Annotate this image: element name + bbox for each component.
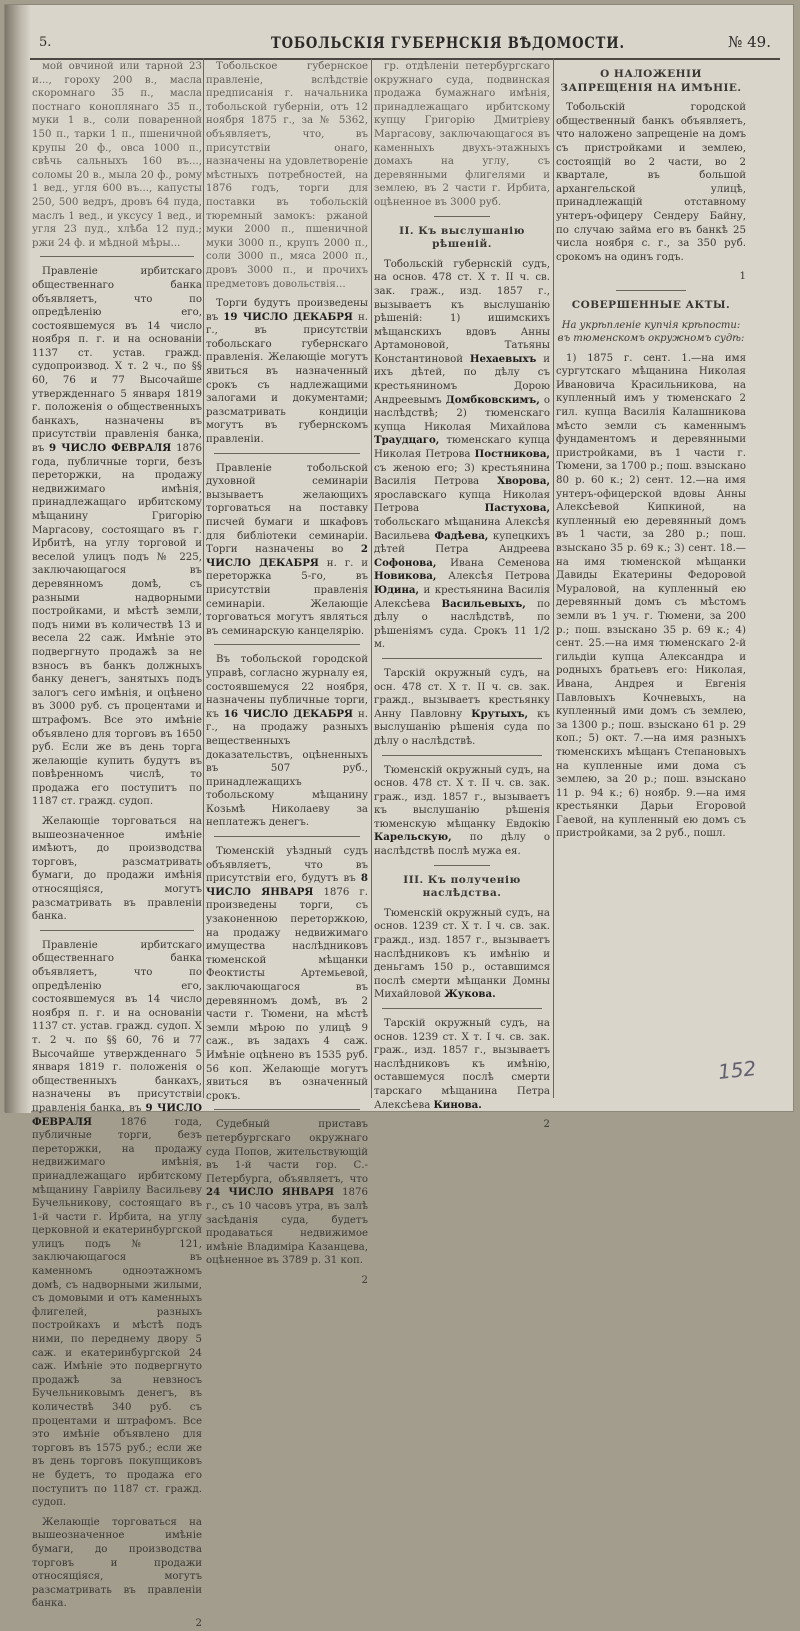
article-separator	[382, 658, 542, 659]
article-text: Желающіе торговаться на вышеозначенное имѣніе бумаги, до производства торговъ и продажи относящіяся, могутъ разсматривать въ правленіи банка.	[32, 1516, 202, 1610]
subsection-heading: На укрѣпленіе купчія крѣпости: въ тюменскомъ окружномъ судѣ:	[557, 319, 745, 345]
archive-page-stamp: 152	[716, 1056, 758, 1084]
page-header	[31, 27, 781, 57]
article-separator	[382, 755, 542, 756]
article-text: Тюменскій окружный судъ, на основ. 1239 ст. X т. I ч. св. зак. гражд., изд. 1857 г., вызываетъ наслѣдниковъ къ имѣнію и деньгамъ 150 р., оставшимся послѣ смерти мѣщанки Домны Михайловой Жукова.	[374, 907, 550, 1001]
article-text: Торги будутъ произведены въ 19 ЧИСЛО ДЕКАБРЯ н. г., въ присутствіи тобольскаго губернскаго правленія. Желающіе могутъ явиться въ назначенный срокъ съ надлежащими залогами и документами; разсматривать кондиціи могутъ въ губернскомъ правленіи.	[206, 298, 368, 446]
person-name: Фадѣева,	[434, 529, 489, 542]
person-name: Крутыхъ,	[471, 707, 529, 720]
article-text: 1) 1875 г. сент. 1.—на имя сургутскаго мѣщанина Николая Ивановича Красильникова, на купленный имъ у тюменскаго 2 гил. купца Василія Калашникова мѣсто земли съ каменнымъ фундаментомъ и деревянными пристройками, въ 1 части г. Тюмени, за 1700 р.; пош. взыскано 80 р. 60 к.; 2) сент. 12.—на имя унтеръ-офицерской вдовы Анны Алексѣевой Кипкиной, на купленный ею деревянный домъ въ 1 части, за 280 р.; пош. взыскано 35 р. 69 к.; 3) сент. 18.—на имя тюменской мѣщанки Давиды Екатерины Федоровой Мураловой, на купленный ею деревянный домъ съ мѣстомъ земли въ 1 уч. г. Тюмени, за 200 р.; пош. взыскано 35 р. 69 к.; 4) сент. 25.—на имя тюменскаго 2-й гильдіи купца Александра и родныхъ братьевъ его: Николая, Ивана, Андрея и Евгенія Павловыхъ Кочневыхъ, на купленный ими домъ съ землею, за 1300 р.; пош. взыскано 61 р. 29 коп.; 5) окт. 7.—на имя разныхъ тюменскихъ мѣщанъ Степановыхъ на купленные ими дома съ землею, за 20 р.; пош. взыскано 11 р. 94 к.; 6) ноябр. 9.—на имя крестьянки Дарьи Егоровой Гаевой, на купленный ею домъ съ пристройками, за 2 руб., пошл.	[556, 352, 746, 840]
article-separator	[214, 644, 360, 645]
section-separator	[434, 865, 490, 866]
article-text: Тарскій окружный судъ, на основ. 1239 ст. X т. I ч. св. зак. граж., изд. 1857 г., вызываетъ наслѣдниковъ къ имѣнію, оставшемуся послѣ смерти тарскаго мѣщанина Петра Алексѣева Кинова.	[374, 1018, 550, 1111]
column-divider	[371, 58, 372, 1098]
person-name: Васильевыхъ,	[441, 597, 526, 610]
article-text: Тобольскій городской общественный банкъ объявляетъ, что наложено запрещеніе на домъ съ пристройками и землею, состоящій во 2 части, во 2 квартале, въ большой архангельской улицѣ, принадлежащій отставному унтеръ-офицеру Сендеру Байну, по случаю займа его въ банкѣ 25 числа ноября с. г., за 350 руб. срокомъ на одинъ годъ.	[556, 102, 746, 263]
section-heading: О НАЛОЖЕНІИ ЗАПРЕЩЕНІЯ НА ИМѢНІЕ.	[560, 68, 742, 94]
auction-date: 16 ЧИСЛО ДЕКАБРЯ	[223, 707, 354, 720]
article-text: Правленіе ирбитскаго общественнаго банка объявляетъ, что по опредѣленію его, состоявшемуся въ 14 число ноября п. г. и на основаніи 1137 ст. устав. гражд. судопроизвод. X т. 2 ч., по §§ 60, 76 и 77 Высочайше утвержденнаго 5 января 1819 г. положенія о общественныхъ банкахъ, назначены въ присутствіи правленія банка, въ 9 ЧИСЛО ФЕВРАЛЯ 1876 года, публичные торги, безъ переторжки, на продажу недвижимаго имѣнія, принадлежащаго ирбитскому мѣщанину Григорію Маргасову, состоящаго въ г. Ирбитѣ, на углу торговой и веселой улицъ подъ № 225, заключающагося въ деревянномъ домѣ, съ разными надворными постройками, и мѣстѣ земли, подъ ними въ количествѣ 13 и весела 22 саж. Имѣніе это подвергнуто продажѣ за не взносъ въ банкъ должныхъ банку денегъ, занятыхъ подъ залогъ сего имѣнія, и оцѣнено въ 3000 руб. съ процентами и штрафомъ. Все это имѣніе объявлено для торговъ въ 1650 руб. Если же въ день торга желающіе купить будутъ въ повѣренномъ числѣ, то продажа его поступитъ по 1187 ст. гражд. судоп.	[32, 266, 202, 808]
person-name: Кинова.	[433, 1098, 482, 1111]
auction-date: 24 ЧИСЛО ЯНВАРЯ	[206, 1186, 334, 1199]
column-4	[556, 60, 746, 1090]
person-name: Жукова.	[444, 988, 496, 1001]
person-name: Хворова,	[497, 475, 550, 488]
article-text: Тобольское губернское правленіе, вслѣдствіе предписанія г. начальника тобольской губерніи, отъ 12 ноября 1875 г., за № 5362, объявляетъ, что, въ присутствіи онаго, назначены на удовлетвореніе мѣстныхъ потребностей, на 1876 годъ, торги для поставки въ тобольскій тюремный замокъ: ржаной муки 2000 п., пшеничной муки 3000 п., крупъ 2000 п., соли 3000 п., мяса 2000 п., дровъ 3000 п., и прочихъ предметовъ довольствія...	[206, 61, 368, 290]
notice-count: 2	[195, 1617, 202, 1629]
person-name: Домбковскимъ,	[445, 393, 540, 406]
column-3	[374, 60, 550, 1131]
person-name: Юдина,	[374, 583, 420, 596]
column-2	[206, 60, 369, 1286]
auction-date: 9 ЧИСЛО ФЕВРАЛЯ	[32, 1101, 202, 1128]
article-separator	[214, 1109, 360, 1110]
article-separator	[382, 1008, 542, 1009]
section-separator	[616, 290, 686, 291]
article-separator	[214, 453, 360, 454]
section-heading: III. Къ полученію наслѣдства.	[403, 873, 521, 900]
person-name: Траудцагo,	[374, 434, 440, 447]
notice-count: 2	[361, 1274, 368, 1286]
person-name: Карельскую,	[374, 831, 452, 844]
article-text: Правленіе тобольской духовной семинаріи вызываетъ желающихъ торговаться на поставку писчей бумаги и шкафовъ для библіотеки семинаріи. Торги назначены во 2 ЧИСЛО ДЕКАБРЯ н. г. и переторжка 5-го, въ присутствіи правленія семинаріи. Желающіе торговаться могутъ являться въ семинарскую канцелярію.	[206, 462, 369, 637]
column-1	[32, 60, 202, 1629]
person-name: Пастухова,	[484, 502, 550, 515]
auction-date: 8 ЧИСЛО ЯНВАРЯ	[206, 872, 368, 898]
column-divider	[553, 58, 554, 1098]
auction-date: 9 ЧИСЛО ФЕВРАЛЯ	[49, 442, 172, 455]
article-text: Въ тобольской городской управѣ, согласно журналу ея, состоявшемуся 22 ноября, назначены публичные торги, къ 16 ЧИСЛО ДЕКАБРЯ н. г., на продажу разныхъ вещественныхъ доказательствъ, оцѣненныхъ въ 507 руб., принадлежащихъ тобольскому мѣщанину Козьмѣ Николаеву за неплатежъ денегъ.	[206, 654, 368, 829]
issue-number: № 49.	[728, 33, 771, 51]
article-text: Тобольскій губернскій судъ, на основ. 478 ст. X т. II ч. св. зак. граж., изд. 1857 г., вызываетъ къ выслушанію рѣшеній: 1) ишимскихъ мѣщанскихъ вдовъ Анны Артамоновой, Татьяны Константиновой Нехаевыхъ и ихъ дѣтей, по дѣлу съ крестьяниномъ Дорою Андреевымъ Домбковскимъ, о наслѣдствѣ; 2) тюменскаго купца Николая Михайлова Траудцагo, тюменскаго купца Николая Петрова Постникова, съ женою его; 3) крестьянина Василія Петрова Хворова, ярославскаго купца Николая Петрова Пастухова, тобольскаго мѣщанина Алексѣя Васильева Фадѣева, купецкихъ дѣтей Петра Андреева Софонова, Ивана Семенова Новикова, Алексѣя Петрова Юдина, и крестьянина Василія Алексѣева Васильевыхъ, по дѣлу о наслѣдствѣ, по рѣшеніямъ суда. Срокъ 11 1/2 м.	[374, 258, 550, 651]
section-separator	[434, 216, 490, 217]
article-text: Тюменскій уѣздный судъ объявляетъ, что въ присутствіи его, будутъ въ 8 ЧИСЛО ЯНВАРЯ 1876 г. произведены торги, съ узаконенною переторжкою, на продажу недвижимаго имущества наслѣдниковъ тюменской мѣщанки Феоктисты Артемьевой, заключающагося въ деревянномъ домѣ, въ 2 части г. Тюмени, на мѣстѣ земли мѣрою по улицѣ 9 саж., въ задахъ 4 саж. Имѣніе оцѣнено въ 1535 руб. 56 коп. Желающіе могутъ явиться въ означенный срокъ.	[206, 846, 368, 1102]
binding-edge	[5, 5, 31, 1113]
article-text: Тарскій окружный судъ, на осн. 478 ст. X т. II ч. св. зак. гражд., вызываетъ крестьянку Анну Павловну Крутыхъ, къ выслушанію рѣшенія суда по дѣлу о наслѣдствѣ.	[374, 667, 550, 747]
article-separator	[40, 930, 194, 931]
person-name: Постникова,	[474, 448, 550, 461]
article-text: гр. отдѣленіи петербургскаго окружнаго суда, подвинская продажа бумажнаго имѣнія, принадлежащаго ирбитскому купцу Григорію Дмитріеву Маргасову, заключающагося въ каменныхъ двухъ-этажныхъ домахъ на углу, съ деревянными флигелями и землею, въ 2 части г. Ирбита, оцѣненное въ 3000 руб.	[374, 61, 550, 208]
person-name: Новикова,	[374, 570, 437, 583]
article-text: Правленіе ирбитскаго общественнаго банка объявляетъ, что по опредѣленію его, состоявшемуся въ 14 число ноября п. г. и на основаніи 1137 ст. устав. гражд. судоп. X т. 2 ч. по §§ 60, 76 и 77 Высочайше утвержденнаго 5 января 1819 г. положенія о общественныхъ банкахъ, назначены въ присутствіи правленія банка, въ 9 ЧИСЛО ФЕВРАЛЯ 1876 года, публичные торги, безъ переторжки, на продажу недвижимаго имѣнія, принадлежащаго ирбитскому мѣщанину Гавріилу Васильеву Бучельникову, состоящаго въ 1-й части г. Ирбита, на углу церковной и екатеринбургской улицъ подъ № 121, заключающагося въ каменномъ одноэтажномъ домѣ, съ надворными жилыми, съ домовыми и отъ каменныхъ флигелей, разныхъ постройкахъ и мѣстѣ подъ ними, по переднему двору 5 саж. и екатеринбургской 24 саж. Имѣніе это подвергнуто продажѣ за невзносъ Бучельниковымъ денегъ, въ количествѣ 340 руб. съ процентами и штрафомъ. Все это имѣніе объявлено для торговъ въ 1575 руб.; если же въ день торговъ покупщиковъ не будетъ, то продажа его поступитъ по 1187 ст. гражд. судоп.	[32, 939, 202, 1509]
article-separator	[214, 836, 360, 837]
notice-count: 1	[739, 271, 746, 283]
page-number: 5.	[39, 35, 52, 50]
newspaper-title: ТОБОЛЬСКІЯ ГУБЕРНСКІЯ ВѢДОМОСТИ.	[271, 33, 625, 52]
section-heading: II. Къ выслушанію рѣшеній.	[399, 224, 525, 251]
column-divider	[203, 58, 204, 1098]
article-text: Желающіе торговаться на вышеозначенное имѣніе имѣютъ, до производства торговъ, разсматривать бумаги, до продажи имѣнія относящіяся, могутъ разсматривать въ правленіи банка.	[32, 816, 202, 923]
article-text: Судебный приставъ петербургскаго окружнаго суда Попов, жительствующій въ 1-й части гор. С.-Петербурга, объявляетъ, что 24 ЧИСЛО ЯНВАРЯ 1876 г., съ 10 часовъ утра, въ залѣ засѣданія суда, будетъ продаваться недвижимое имѣніе Владиміра Казанцева, оцѣненное въ 3789 р. 31 коп.	[206, 1119, 368, 1267]
person-name: Софонова,	[374, 556, 437, 569]
auction-date: 2 ЧИСЛО ДЕКАБРЯ	[206, 543, 368, 569]
notice-count: 2	[543, 1119, 550, 1131]
section-heading: СОВЕРШЕННЫЕ АКТЫ.	[571, 298, 731, 311]
article-text: Тюменскій окружный судъ, на основ. 478 ст. X т. II ч. св. зак. граж., изд. 1857 г., вызываетъ къ выслушанію рѣшенія тюменскую мѣщанку Евдокію Карельскую, по дѣлу о наслѣдствѣ послѣ мужа ея.	[374, 764, 550, 858]
article-separator	[40, 256, 194, 257]
auction-date: 19 ЧИСЛО ДЕКАБРЯ	[223, 310, 353, 323]
person-name: Нехаевыхъ	[469, 352, 537, 365]
article-text: мой овчиной или тарной 23 и..., гороху 200 в., масла скоромнаго 35 п., масла постнаго коноплянаго 35 п., муки 1 в., соли поваренной 150 п., тарки 1 п., пшеничной крупы 20 ф., овса 1000 п., свѣчь сальныхъ 160 въ..., соломы 20 в., мыла 20 ф., рому 1 вед., угля 600 въ..., капусты 250, 500 ведръ, дровъ 64 пуда, маслъ 1 вед., и уксусу 1 вед., и угля 23 пуд., хлѣба 12 пуд.; ржи 24 ф. и мѣдной мѣры...	[32, 61, 202, 249]
